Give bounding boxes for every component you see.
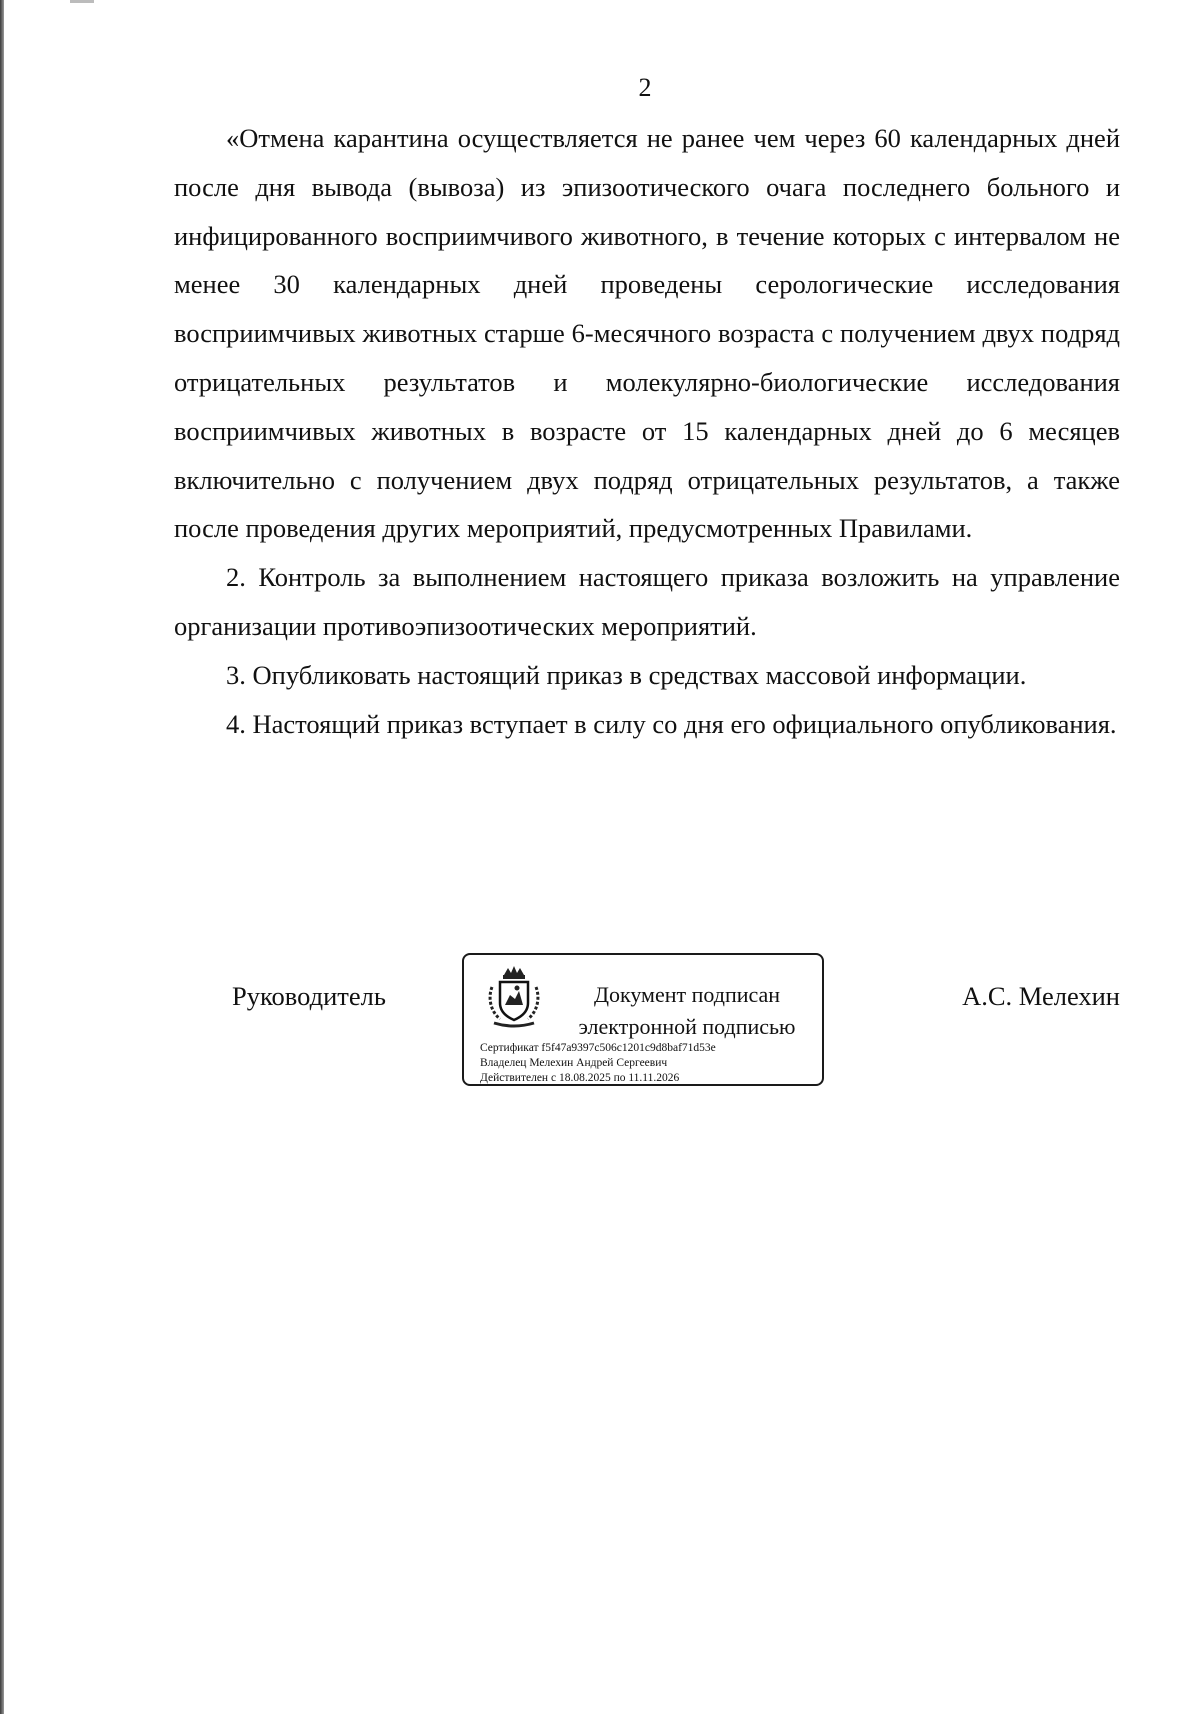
signature-block [0,970,1200,1130]
stamp-validity: Действителен с 18.08.2025 по 11.11.2026 [480,1072,680,1084]
stamp-title-line-1: Документ подписан [593,982,781,1007]
electronic-signature-stamp [462,953,824,1086]
stamp-details [480,1041,820,1086]
stamp-title-line-2: электронной подписью [578,1014,796,1039]
stamp-certificate: Сертификат f5f47a9397c506c1201c9d8baf71d53e [480,1042,716,1054]
page-number: 2 [638,73,652,102]
paragraph-quarantine-cancellation: «Отмена карантина осуществляется не ранее чем через 60 календарных дней после дня вывода (вывоза) из эпизоотического очага последнего больного и инфицированного восприимчивого животного, в течение которых с интервалом не менее 30 календарных дней проведены серологические исследования восприимчивых животных старше 6-месячного возраста с получением двух подряд отрицательных результатов и молекулярно-биологические исследования восприимчивых животных в возрасте от 15 календарных дней до 6 месяцев включительно с получением двух подряд отрицательных результатов, а также после проведения других мероприятий, предусмотренных Правилами. [174,123,1120,544]
scan-top-mark [70,0,94,3]
document-body [174,114,1120,748]
paragraph-effective-date: 4. Настоящий приказ вступает в силу со дня его официального опубликования. [226,708,1117,739]
paragraph-control: 2. Контроль за выполнением настоящего приказа возложить на управление организации противоэпизоотических мероприятий. [174,562,1120,641]
stamp-title [564,979,810,1043]
signer-role: Руководитель [232,981,386,1011]
paragraph-publish: 3. Опубликовать настоящий приказ в средствах массовой информации. [226,659,1027,690]
stamp-owner: Владелец Мелехин Андрей Сергеевич [480,1057,668,1069]
signer-name: А.С. Мелехин [962,981,1120,1011]
coat-of-arms-icon [484,965,544,1029]
scan-left-edge [0,0,4,1714]
